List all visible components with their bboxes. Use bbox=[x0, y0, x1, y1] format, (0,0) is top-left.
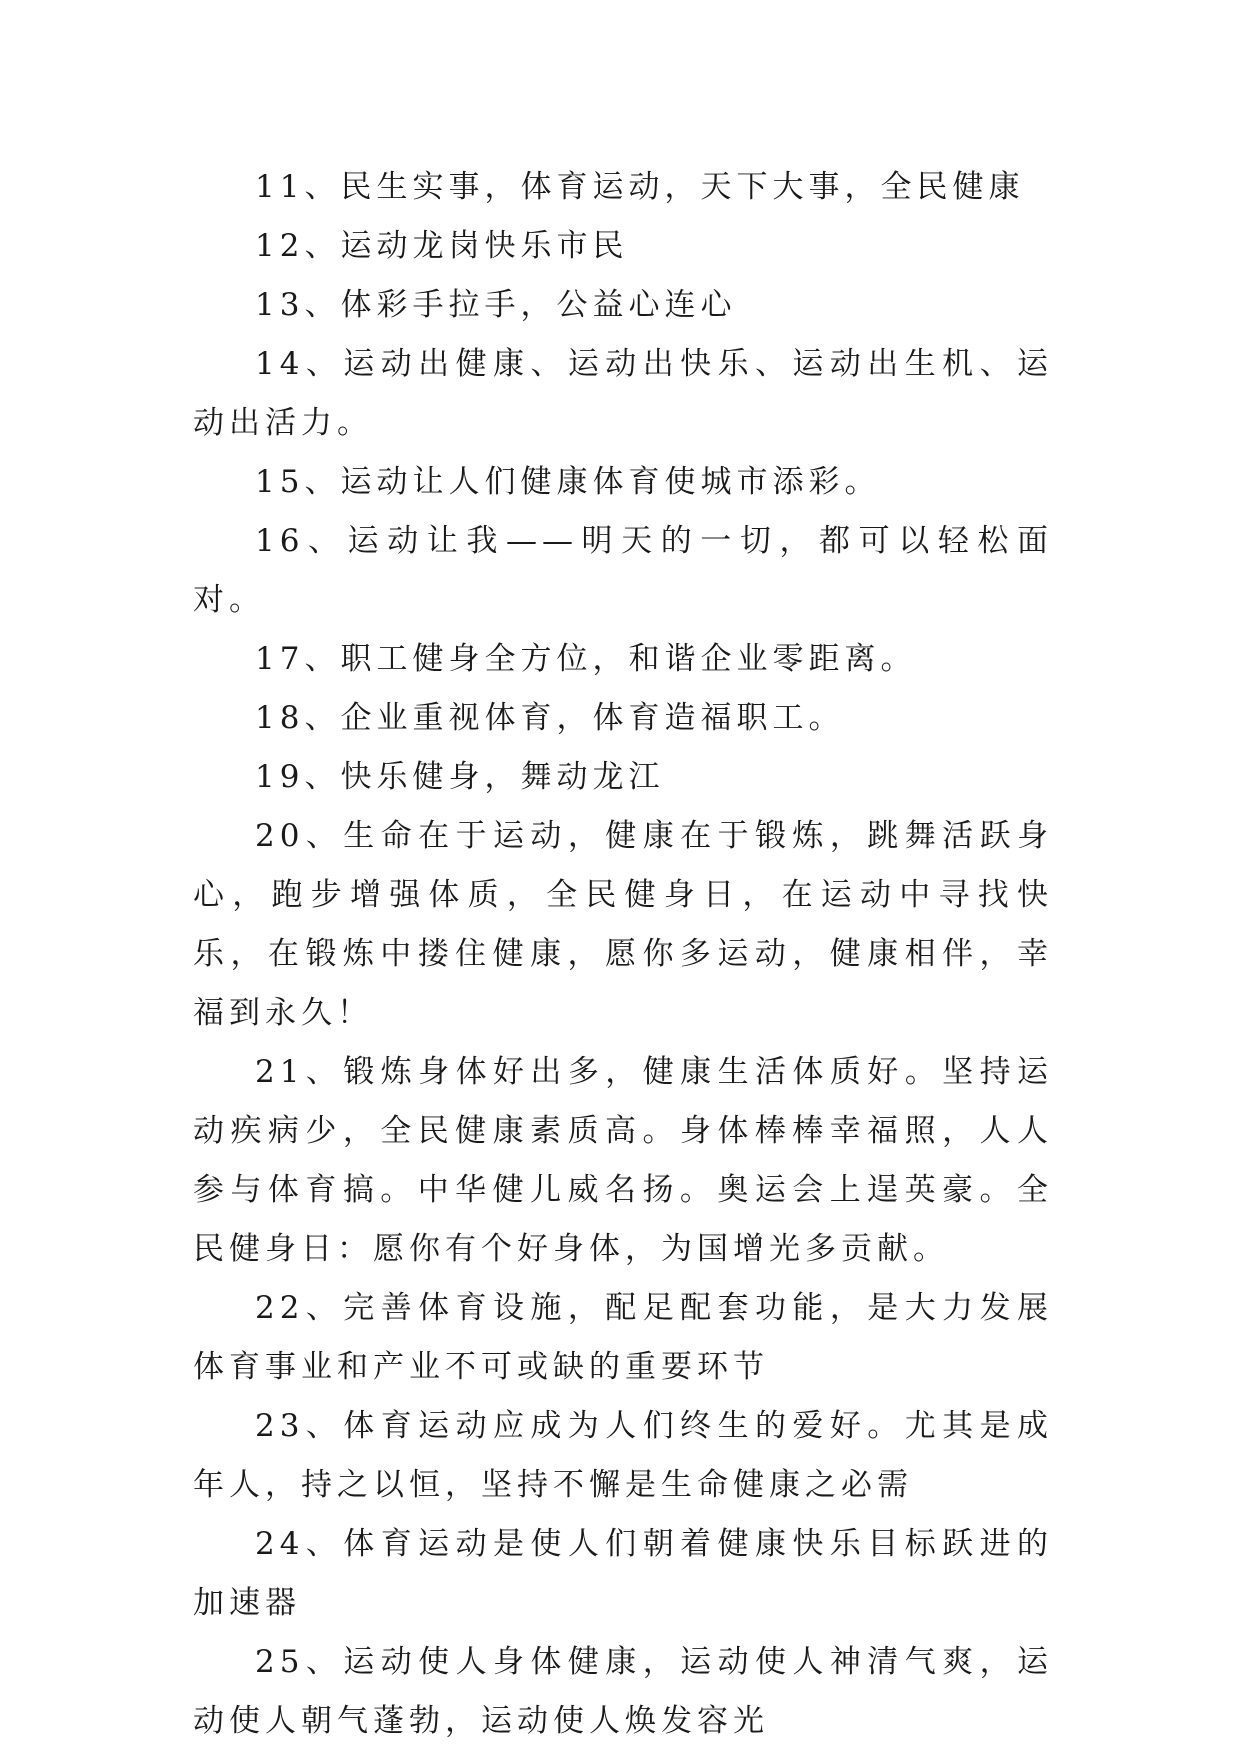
slogan-item-11: 11、民生实事，体育运动，天下大事，全民健康 bbox=[255, 169, 1025, 205]
slogan-item-12: 12、运动龙岗快乐市民 bbox=[255, 228, 629, 264]
slogan-list bbox=[193, 158, 1053, 1751]
slogan-item-18: 18、企业重视体育，体育造福职工。 bbox=[255, 700, 845, 736]
slogan-item-20: 20、生命在于运动，健康在于锻炼，跳舞活跃身心，跑步增强体质，全民健身日，在运动中寻找快乐，在锻炼中搂住健康，愿你多运动，健康相伴，幸福到永久！ bbox=[193, 818, 1053, 1031]
slogan-item-15: 15、运动让人们健康体育使城市添彩。 bbox=[255, 464, 881, 500]
slogan-item-16: 16、运动让我——明天的一切，都可以轻松面对。 bbox=[193, 523, 1053, 618]
slogan-item-23: 23、体育运动应成为人们终生的爱好。尤其是成年人，持之以恒，坚持不懈是生命健康之必需 bbox=[193, 1408, 1053, 1503]
slogan-item-22: 22、完善体育设施，配足配套功能，是大力发展体育事业和产业不可或缺的重要环节 bbox=[193, 1290, 1053, 1385]
slogan-item-19: 19、快乐健身，舞动龙江 bbox=[255, 759, 665, 795]
slogan-item-25: 25、运动使人身体健康，运动使人神清气爽，运动使人朝气蓬勃，运动使人焕发容光 bbox=[193, 1644, 1053, 1739]
slogan-item-21: 21、锻炼身体好出多，健康生活体质好。坚持运动疾病少，全民健康素质高。身体棒棒幸福照，人人参与体育搞。中华健儿威名扬。奥运会上逞英豪。全民健身日：愿你有个好身体，为国增光多贡献。 bbox=[193, 1054, 1053, 1267]
slogan-item-24: 24、体育运动是使人们朝着健康快乐目标跃进的加速器 bbox=[193, 1526, 1053, 1621]
slogan-item-17: 17、职工健身全方位，和谐企业零距离。 bbox=[255, 641, 917, 677]
slogan-item-13: 13、体彩手拉手，公益心连心 bbox=[255, 287, 737, 323]
slogan-item-14: 14、运动出健康、运动出快乐、运动出生机、运动出活力。 bbox=[193, 346, 1053, 441]
